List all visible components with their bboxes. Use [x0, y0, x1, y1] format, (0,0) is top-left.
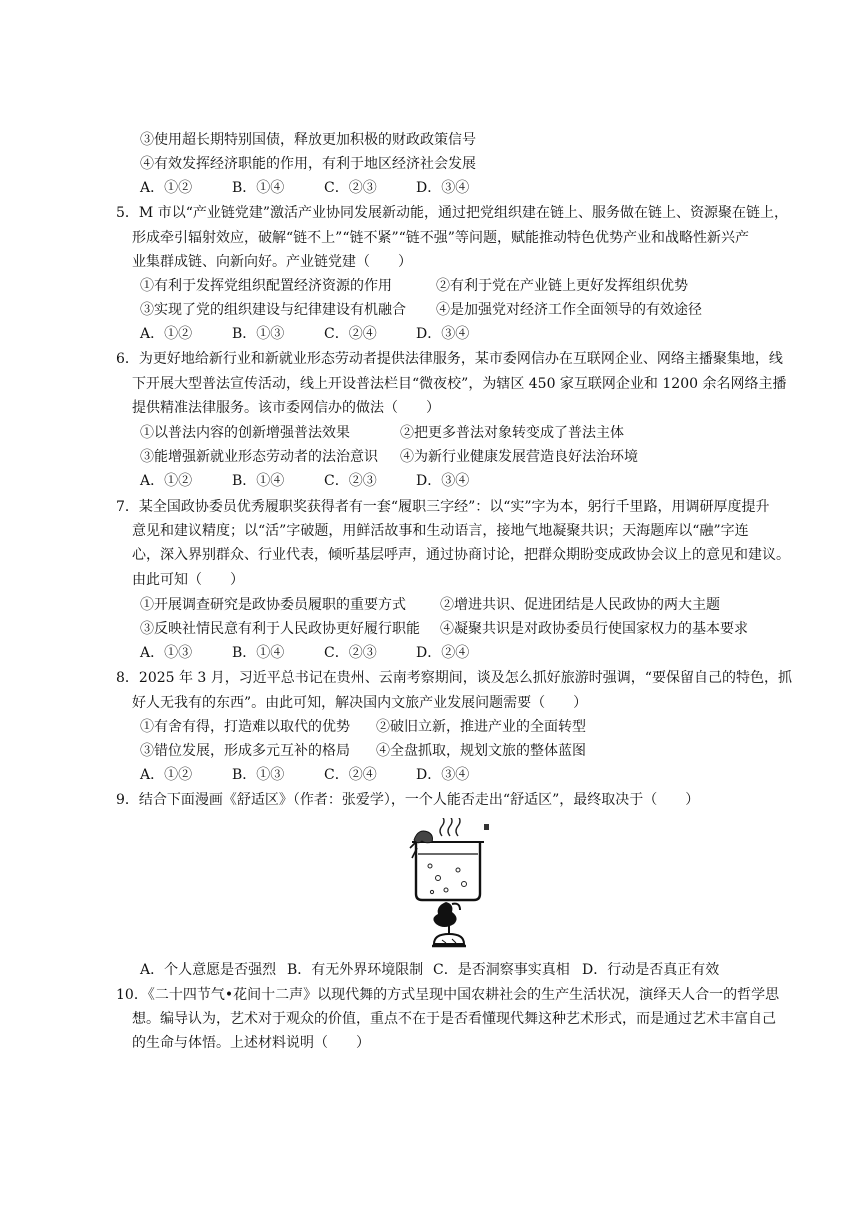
q5-stem-line-2: 形成牵引辐射效应，破解“链不上”“链不紧”“链不强”等问题，赋能推动特色优势产业和战略性新兴产: [132, 230, 749, 246]
q6-option-a: A．①②: [140, 473, 193, 489]
q4-statement-3: ③使用超长期特别国债，释放更加积极的财政政策信号: [140, 132, 476, 148]
q6-statement-2: ②把更多普法对象转变成了普法主体: [400, 425, 624, 441]
q9-option-d: D．行动是否真正有效: [582, 962, 720, 978]
q7-option-c: C．②③: [324, 645, 377, 661]
q6-stem-line-3: 提供精准法律服务。该市委网信办的做法（ ）: [132, 400, 440, 416]
q4-option-a: A．①②: [140, 180, 193, 196]
q4-option-d: D．③④: [416, 180, 470, 196]
q5-option-c: C．②④: [324, 326, 377, 342]
q7-statement-4: ④凝聚共识是对政协委员行使国家权力的基本要求: [440, 621, 748, 637]
q10-stem-line-1: 10．《二十四节气•花间十二声》以现代舞的方式呈现中国农耕社会的生产生活状况，演绎天人合一的哲学思: [116, 987, 780, 1003]
q8-statement-4: ④全盘抓取，规划文旅的整体蓝图: [376, 743, 586, 759]
q9-option-c: C．是否洞察事实真相: [433, 962, 570, 978]
q4-statement-4: ④有效发挥经济职能的作用，有利于地区经济社会发展: [140, 156, 476, 172]
q5-statement-4: ④是加强党对经济工作全面领导的有效途径: [436, 302, 702, 318]
q7-statement-2: ②增进共识、促进团结是人民政协的两大主题: [440, 597, 720, 613]
q5-option-b: B．①③: [232, 326, 285, 342]
q8-statement-1: ①有舍有得，打造难以取代的优势: [140, 719, 350, 735]
q7-stem-line-4: 由此可知（ ）: [132, 572, 244, 588]
q8-option-b: B．①③: [232, 767, 285, 783]
q8-stem-line-1: 8．2025 年 3 月，习近平总书记在贵州、云南考察期间，谈及怎么抓好旅游时强调，“要保留自己的特色，抓: [116, 670, 792, 686]
q8-option-c: C．②④: [324, 767, 377, 783]
q5-statement-3: ③实现了党的组织建设与纪律建设有机融合: [140, 302, 406, 318]
comic-comfort-zone-image: [402, 818, 498, 954]
q8-stem-line-2: 好人无我有的东西”。由此可知，解决国内文旅产业发展问题需要（ ）: [132, 695, 588, 711]
q5-option-d: D．③④: [416, 326, 470, 342]
q7-option-b: B．①④: [232, 645, 285, 661]
q8-statement-3: ③错位发展，形成多元互补的格局: [140, 743, 350, 759]
q5-statement-1: ①有利于发挥党组织配置经济资源的作用: [140, 278, 392, 294]
q5-option-a: A．①②: [140, 326, 193, 342]
q10-stem-line-3: 的生命与体悟。上述材料说明（ ）: [132, 1035, 370, 1051]
q5-stem-line-3: 业集群成链、向新向好。产业链党建（ ）: [132, 254, 412, 270]
q7-option-d: D．②④: [416, 645, 470, 661]
q7-stem-line-2: 意见和建议精度；以“活”字破题，用鲜活故事和生动语言，接地气地凝聚共识；天海题库以“融”字连: [132, 523, 749, 539]
q7-statement-3: ③反映社情民意有利于人民政协更好履行职能: [140, 621, 420, 637]
q6-statement-4: ④为新行业健康发展营造良好法治环境: [400, 449, 638, 465]
q6-stem-line-1: 6．为更好地给新行业和新就业形态劳动者提供法律服务，某市委网信办在互联网企业、网络主播聚集地，线: [116, 351, 783, 367]
q6-statement-3: ③能增强新就业形态劳动者的法治意识: [140, 449, 378, 465]
q9-option-b: B．有无外界环境限制: [287, 962, 424, 978]
q7-option-a: A．①③: [140, 645, 193, 661]
q4-option-c: C．②③: [324, 180, 377, 196]
q10-stem-line-2: 想。编导认为，艺术对于观众的价值，重点不在于是否看懂现代舞这种艺术形式，而是通过艺术丰富自己: [132, 1011, 776, 1027]
q8-option-a: A．①②: [140, 767, 193, 783]
q7-statement-1: ①开展调查研究是政协委员履职的重要方式: [140, 597, 406, 613]
q9-stem-line-1: 9．结合下面漫画《舒适区》（作者：张爱学），一个人能否走出“舒适区”，最终取决于（ ）: [116, 792, 700, 808]
q8-statement-2: ②破旧立新，推进产业的全面转型: [376, 719, 586, 735]
q5-statement-2: ②有利于党在产业链上更好发挥组织优势: [436, 278, 688, 294]
q4-option-b: B．①④: [232, 180, 285, 196]
q6-stem-line-2: 下开展大型普法宣传活动，线上开设普法栏目“微夜校”，为辖区 450 家互联网企业和 1200 余名网络主播: [132, 376, 787, 392]
q6-option-c: C．②③: [324, 473, 377, 489]
q5-stem-line-1: 5．M 市以“产业链党建”激活产业协同发展新动能，通过把党组织建在链上、服务做在链上、资源聚在链上，: [116, 205, 789, 221]
q7-stem-line-3: 心，深入界别群众、行业代表，倾听基层呼声，通过协商讨论，把群众期盼变成政协会议上的意见和建议。: [132, 547, 790, 563]
q9-option-a: A．个人意愿是否强烈: [140, 962, 277, 978]
q6-statement-1: ①以普法内容的创新增强普法效果: [140, 425, 350, 441]
q8-option-d: D．③④: [416, 767, 470, 783]
q7-stem-line-1: 7．某全国政协委员优秀履职奖获得者有一套“履职三字经”：以“实”字为本，躬行千里路，用调研厚度提升: [116, 499, 770, 515]
q6-option-b: B．①④: [232, 473, 285, 489]
q6-option-d: D．③④: [416, 473, 470, 489]
